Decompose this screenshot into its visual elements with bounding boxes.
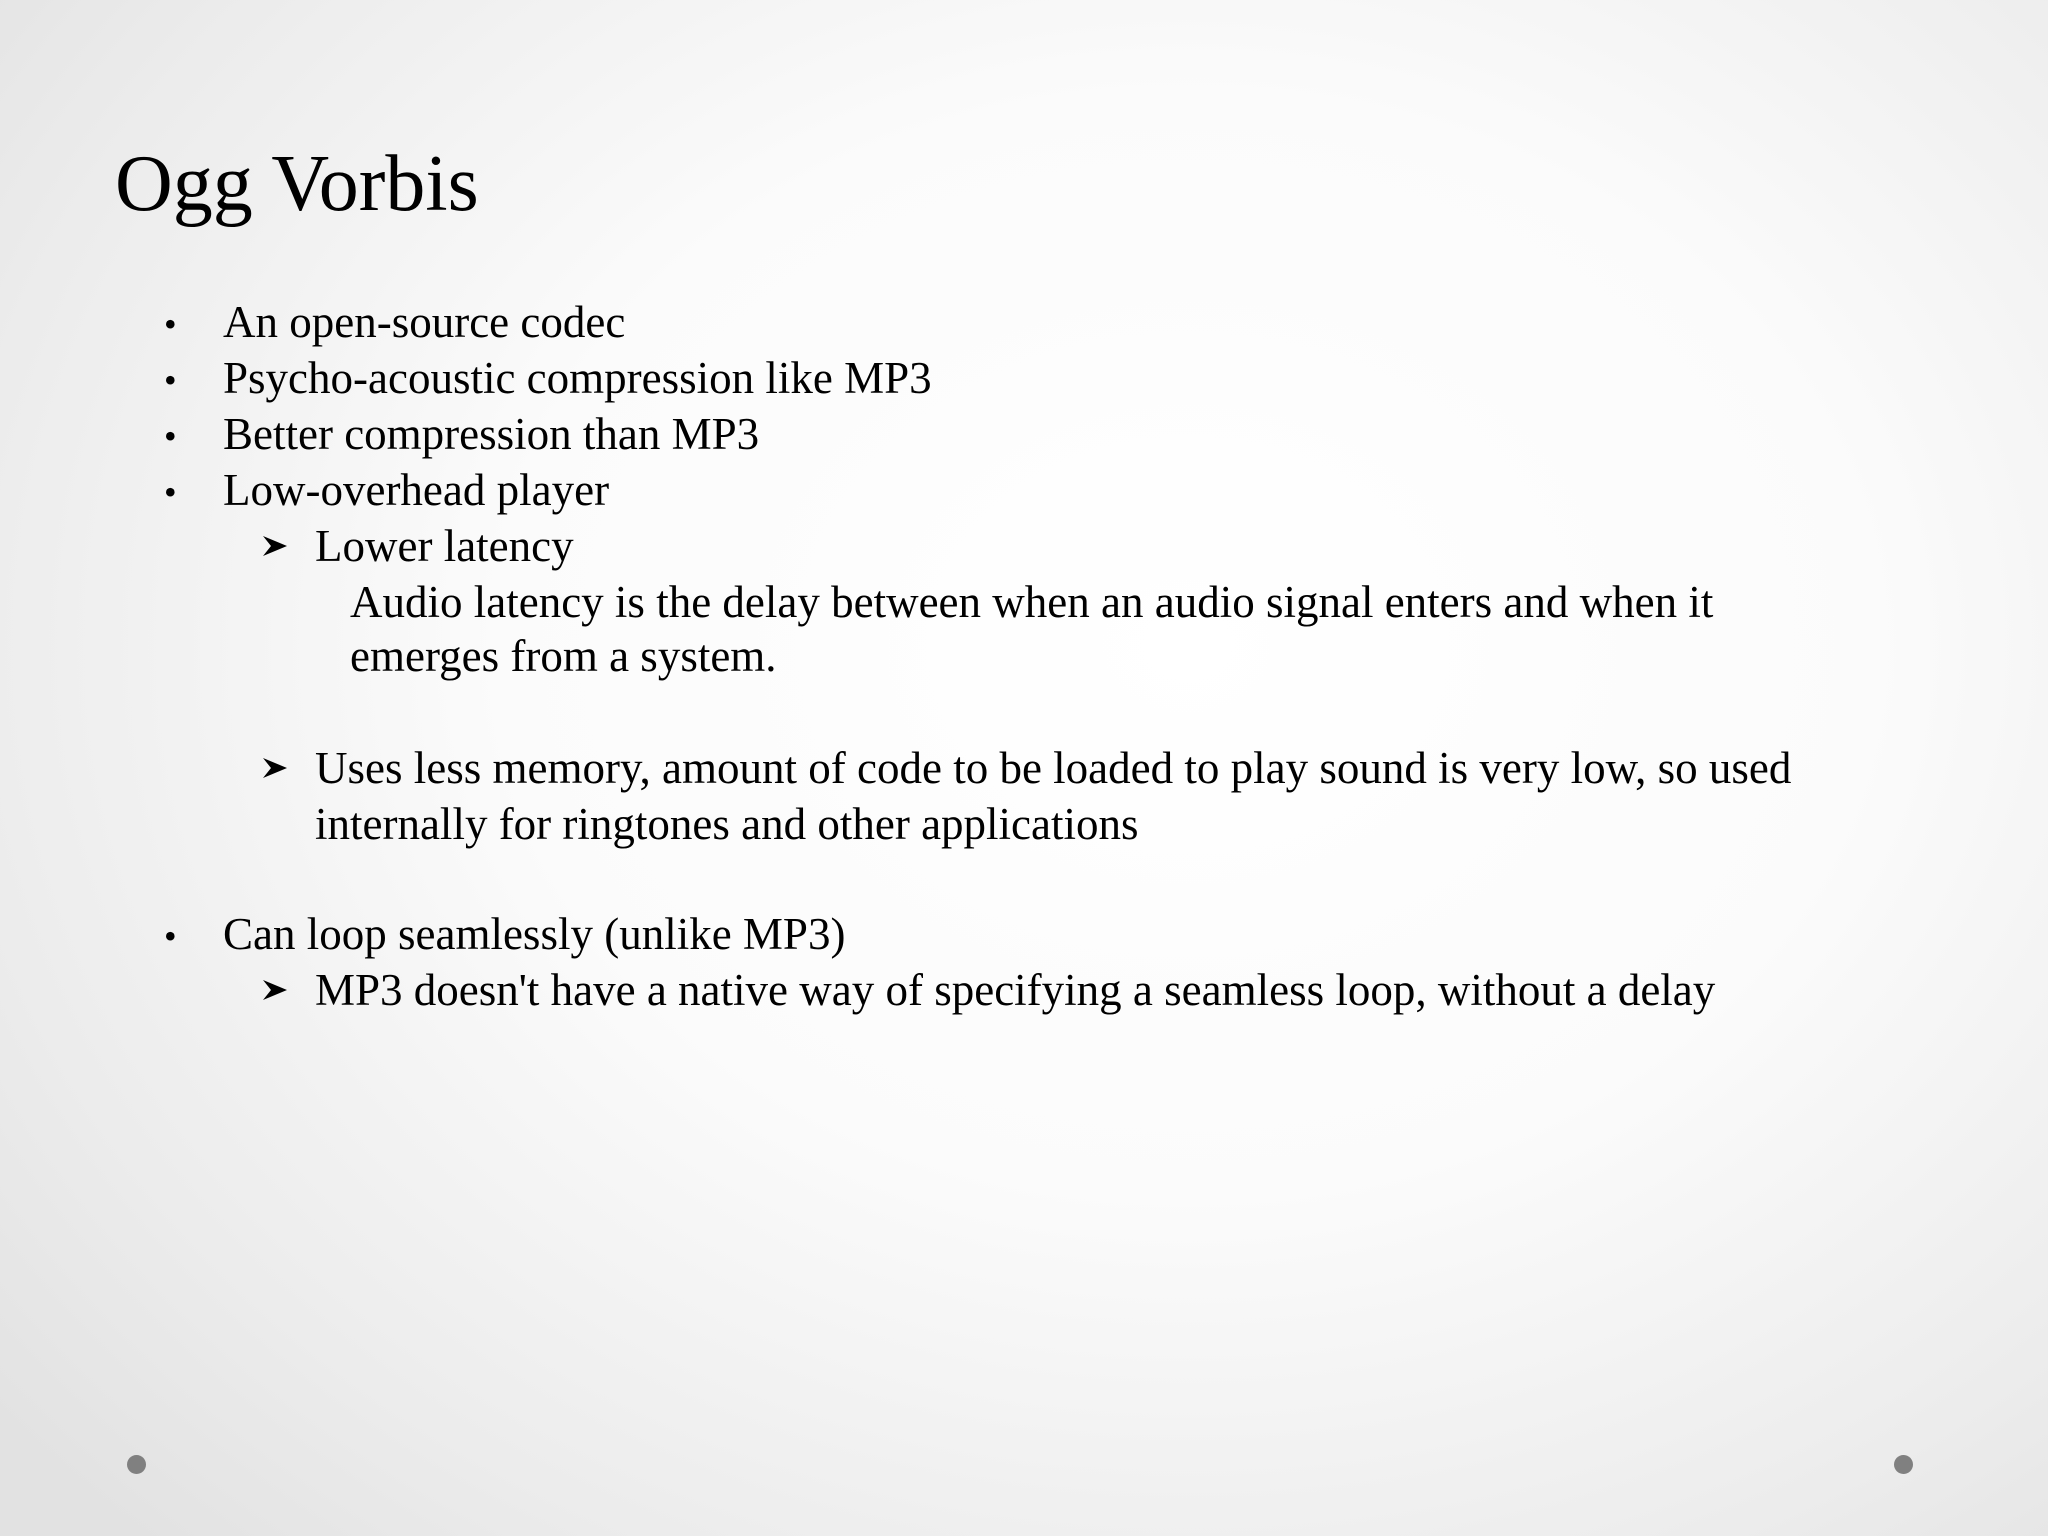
arrow-bullet-icon	[260, 740, 290, 796]
arrow-bullet-icon	[260, 518, 290, 574]
bullet-marker: •	[164, 360, 177, 400]
arrow-bullet-icon	[260, 962, 290, 1018]
bullet-marker: •	[164, 416, 177, 456]
bullet-text-open-source-codec: An open-source codec	[223, 297, 626, 347]
sub-bullet-text-mp3-loop: MP3 doesn't have a native way of specifying a seamless loop, without a delay	[315, 965, 1716, 1015]
decorative-dot-left	[127, 1455, 146, 1474]
note-text-line-2: emerges from a system.	[350, 631, 777, 681]
sub-bullet-text-lower-latency: Lower latency	[315, 521, 574, 571]
bullet-marker: •	[164, 304, 177, 344]
bullet-marker: •	[164, 472, 177, 512]
decorative-dot-right	[1894, 1455, 1913, 1474]
bullet-text-psycho-acoustic: Psycho-acoustic compression like MP3	[223, 353, 932, 403]
note-text-line-1: Audio latency is the delay between when an audio signal enters and when it	[350, 577, 1714, 627]
sub-bullet-text-less-memory-line-2: internally for ringtones and other applications	[315, 799, 1139, 849]
bullet-text-low-overhead: Low-overhead player	[223, 465, 610, 515]
sub-bullet-text-less-memory-line-1: Uses less memory, amount of code to be loaded to play sound is very low, so used	[315, 743, 1792, 793]
bullet-text-better-compression: Better compression than MP3	[223, 409, 760, 459]
bullet-text-loop-seamlessly: Can loop seamlessly (unlike MP3)	[223, 909, 846, 959]
slide-title: Ogg Vorbis	[115, 140, 479, 228]
bullet-marker: •	[164, 916, 177, 956]
